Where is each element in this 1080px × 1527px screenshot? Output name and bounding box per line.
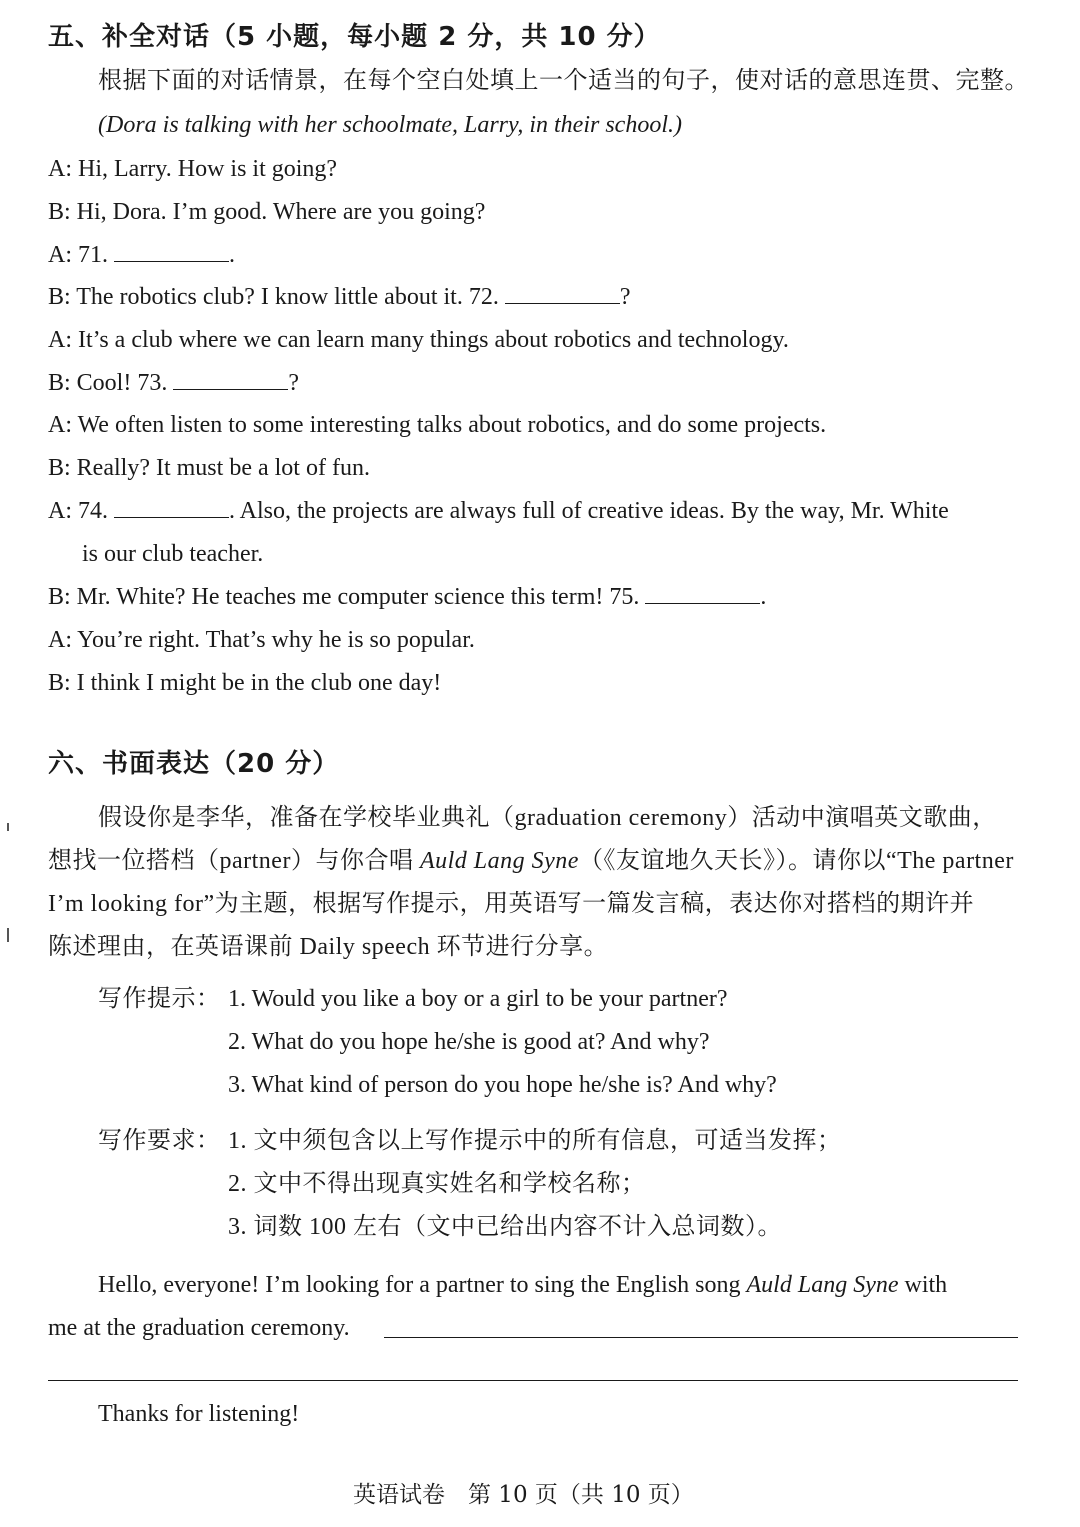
- song-title: Auld Lang Syne: [419, 848, 579, 874]
- answer-blank-74[interactable]: [114, 497, 229, 518]
- section5-heading: 五、补全对话（5 小题，每小题 2 分，共 10 分）: [48, 22, 661, 52]
- dialogue-line: B: I think I might be in the club one day!: [48, 670, 442, 696]
- dialogue-suffix: .: [760, 584, 767, 610]
- hint-item: 3. What kind of person do you hope he/she is? And why?: [228, 1072, 777, 1098]
- requirement-item: 2. 文中不得出现真实姓名和学校名称；: [228, 1171, 646, 1197]
- prompt-paragraph-line: I’m looking for”为主题，根据写作提示，用英语写一篇发言稿，表达你对搭档的期许并: [48, 891, 975, 917]
- page-footer: 英语试卷 第 10 页（共 10 页）: [353, 1482, 694, 1508]
- dialogue-suffix: ?: [288, 370, 299, 396]
- scan-mark: [7, 928, 9, 942]
- dialogue-prefix: A: 74.: [48, 498, 114, 524]
- dialogue-line-q75: [48, 582, 766, 612]
- answer-blank-71[interactable]: [114, 241, 229, 262]
- dialogue-suffix: ?: [619, 284, 631, 310]
- dialogue-suffix: .: [229, 242, 235, 268]
- section5-instruction: 根据下面的对话情景，在每个空白处填上一个适当的句子，使对话的意思连贯、完整。: [98, 68, 1029, 94]
- essay-closing-line: Thanks for listening!: [98, 1401, 300, 1427]
- dialogue-line-q71: [48, 240, 235, 270]
- dialogue-prefix: B: The robotics club? I know little about it. 72.: [48, 284, 505, 310]
- dialogue-line-q74: [48, 496, 949, 526]
- scan-mark: [7, 823, 9, 831]
- hint-item: 1. Would you like a boy or a girl to be your partner?: [228, 986, 728, 1012]
- dialogue-line: B: Hi, Dora. I’m good. Where are you going?: [48, 199, 486, 225]
- dialogue-line-continued: is our club teacher.: [82, 541, 264, 567]
- essay-opening-line: [98, 1270, 947, 1300]
- hints-label: 写作提示：: [98, 986, 221, 1012]
- dialogue-line: A: We often listen to some interesting talks about robotics, and do some projects.: [48, 412, 827, 438]
- answer-blank-75[interactable]: [645, 583, 760, 604]
- answer-blank-72[interactable]: [505, 283, 620, 304]
- essay-opening-line: me at the graduation ceremony.: [48, 1315, 350, 1341]
- writing-line[interactable]: [384, 1337, 1018, 1338]
- prompt-paragraph-line: 假设你是李华，准备在学校毕业典礼（graduation ceremony）活动中演唱英文歌曲，: [98, 805, 997, 831]
- dialogue-line: A: You’re right. That’s why he is so popular.: [48, 627, 475, 653]
- essay-opening-text: with: [898, 1272, 948, 1298]
- dialogue-line: A: It’s a club where we can learn many things about robotics and technology.: [48, 327, 789, 353]
- section6-heading: 六、书面表达（20 分）: [48, 749, 340, 779]
- dialogue-suffix: . Also, the projects are always full of creative ideas. By the way, Mr. White: [229, 498, 949, 524]
- essay-opening-text: Hello, everyone! I’m looking for a partner to sing the English song: [98, 1272, 747, 1298]
- prompt-paragraph-line: [48, 846, 1014, 876]
- dialogue-line: B: Really? It must be a lot of fun.: [48, 455, 370, 481]
- prompt-text: 想找一位搭档（partner）与你合唱: [48, 848, 420, 874]
- dialogue-line-q72: [48, 282, 630, 312]
- writing-line[interactable]: [48, 1380, 1018, 1381]
- song-title: Auld Lang Syne: [746, 1272, 899, 1298]
- dialogue-prefix: A: 71.: [48, 242, 114, 268]
- dialogue-prefix: B: Mr. White? He teaches me computer science this term! 75.: [48, 584, 646, 610]
- hint-item: 2. What do you hope he/she is good at? And why?: [228, 1029, 710, 1055]
- requirement-item: 1. 文中须包含以上写作提示中的所有信息，可适当发挥；: [228, 1128, 842, 1154]
- prompt-text: （《友谊地久天长》）。请你以“The partner: [578, 848, 1014, 874]
- requirement-item: 3. 词数 100 左右（文中已给出内容不计入总词数）。: [228, 1214, 782, 1240]
- prompt-paragraph-line: 陈述理由，在英语课前 Daily speech 环节进行分享。: [48, 934, 609, 960]
- requirements-label: 写作要求：: [98, 1128, 221, 1154]
- dialogue-line: A: Hi, Larry. How is it going?: [48, 156, 338, 182]
- dialogue-line-q73: [48, 368, 299, 398]
- answer-blank-73[interactable]: [173, 369, 288, 390]
- dialogue-context: (Dora is talking with her schoolmate, Larry, in their school.): [98, 112, 682, 138]
- dialogue-prefix: B: Cool! 73.: [48, 370, 174, 396]
